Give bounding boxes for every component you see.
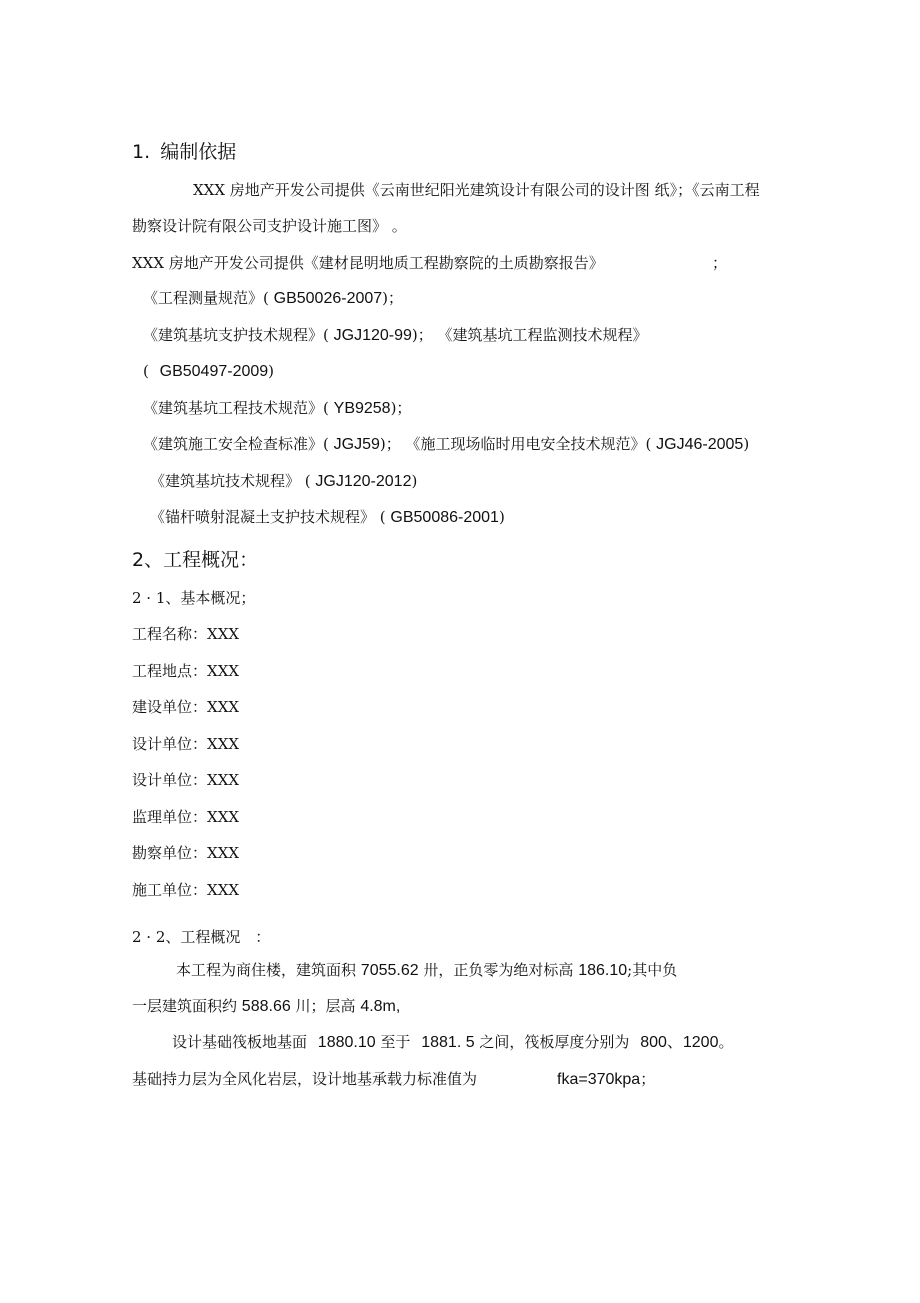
info-label: 施工单位：	[132, 881, 208, 899]
ref-tail-2: )	[743, 435, 750, 453]
info-label: 勘察单位：	[132, 844, 208, 862]
text-segment: 至于	[380, 1033, 411, 1051]
text-segment: ；	[640, 1070, 656, 1088]
text-segment: 之间，筏板厚度分别为	[479, 1033, 630, 1051]
para2-end: ；	[712, 254, 728, 272]
ref-title: 《建筑基坑支护技术规程》(	[143, 326, 329, 344]
info-label: 工程地点：	[132, 662, 208, 680]
info-value: XXX	[207, 881, 240, 899]
info-row	[132, 664, 239, 679]
info-value: XXX	[207, 844, 240, 862]
info-row	[132, 846, 239, 861]
ref-code: JGJ120-2012	[315, 473, 412, 490]
ref-tail: )； 《建筑基坑工程监测技术规程》	[411, 326, 648, 344]
ref-item	[143, 401, 411, 417]
para1-line1: XXX 房地产开发公司提供《云南世纪阳光建筑设计有限公司的设计图 纸》；《云南工程	[193, 181, 760, 199]
heading-text: 编制依据	[160, 141, 237, 163]
subsection-colon: ：	[255, 928, 271, 946]
para2: XXX 房地产开发公司提供《建材昆明地质工程勘察院的土质勘察报告》	[132, 254, 604, 272]
info-row	[132, 737, 239, 752]
basement-area: 588.66	[241, 998, 291, 1015]
ref-tail: )； 《施工现场临时用电安全技术规范》(	[379, 435, 652, 453]
text-segment: 卅，正负零为绝对标高	[423, 961, 574, 979]
ref-item	[143, 437, 749, 453]
elevation: 186.10	[578, 962, 628, 979]
info-value: XXX	[207, 662, 240, 680]
raft-thickness: 800、1200	[640, 1034, 719, 1051]
building-area: 7055.62	[360, 962, 419, 979]
ref-item	[143, 328, 648, 344]
ref-tail: )	[411, 472, 418, 490]
para1-line2: 勘察设计院有限公司支护设计施工图》 。	[132, 217, 407, 235]
ref-item	[150, 474, 417, 490]
info-value: XXX	[207, 625, 240, 643]
text-segment: 设计基础筏板地基面	[172, 1033, 308, 1051]
overview-line-1	[176, 963, 677, 979]
ref-item	[143, 291, 403, 307]
ref-tail: )；	[390, 399, 412, 417]
info-value: XXX	[207, 698, 240, 716]
ref-code-2: JGJ46-2005	[656, 436, 744, 453]
ref-code: YB9258	[333, 400, 391, 417]
ref-title: 《建筑基坑技术规程》 (	[150, 472, 311, 490]
ref-title: 《锚杆喷射混凝土支护技术规程》 (	[150, 508, 386, 526]
raft-level-low: 1880.10	[317, 1034, 376, 1051]
overview-line-2	[132, 999, 400, 1015]
info-row	[132, 810, 239, 825]
info-label: 设计单位：	[132, 735, 208, 753]
text-segment: 本工程为商住楼，建筑面积	[176, 961, 357, 979]
ref-tail: )	[498, 508, 505, 526]
info-value: XXX	[207, 771, 240, 789]
ref-code: GB50497-2009	[159, 363, 269, 380]
overview-line-3	[172, 1035, 734, 1051]
bearing-capacity	[557, 1072, 655, 1088]
heading-number: 1.	[132, 141, 151, 163]
ref-title: 《建筑基坑工程技术规范》(	[143, 399, 329, 417]
fka-value: fka=370kpa	[557, 1071, 641, 1088]
info-label: 建设单位：	[132, 698, 208, 716]
ref-title: 《工程测量规范》(	[143, 289, 269, 307]
subsection-title: 2 · 2、工程概况	[132, 928, 241, 946]
info-row	[132, 773, 239, 788]
ref-tail: )	[268, 362, 275, 380]
info-row	[132, 700, 239, 715]
ref-tail: )；	[382, 289, 404, 307]
info-row	[132, 627, 239, 642]
ref-code: JGJ59	[333, 436, 380, 453]
floor-height: 4.8m	[360, 998, 396, 1015]
info-value: XXX	[207, 808, 240, 826]
ref-title: 《建筑施工安全检查标准》(	[143, 435, 329, 453]
text-segment: 川；层高	[295, 997, 356, 1015]
ref-item	[143, 364, 274, 380]
text-segment: ;其中负	[627, 961, 678, 979]
overview-line-4: 基础持力层为全风化岩层，设计地基承载力标准值为	[132, 1070, 478, 1088]
info-label: 监理单位：	[132, 808, 208, 826]
ref-item	[150, 510, 505, 526]
info-label: 工程名称：	[132, 625, 208, 643]
ref-code: GB50026-2007	[273, 290, 383, 307]
section-2-heading: 2、工程概况：	[132, 549, 259, 571]
text-segment: 一层建筑面积约	[132, 997, 238, 1015]
info-label: 设计单位：	[132, 771, 208, 789]
info-row	[132, 883, 239, 898]
info-value: XXX	[207, 735, 240, 753]
section-1-heading	[132, 143, 236, 162]
subsection-2-1: 2 · 1、基本概况；	[132, 589, 256, 607]
text-segment: 。	[718, 1033, 734, 1051]
raft-level-high: 1881. 5	[421, 1034, 475, 1051]
ref-title: (	[143, 362, 149, 380]
subsection-2-2	[132, 930, 270, 945]
ref-code: JGJ120-99	[333, 327, 412, 344]
text-segment: ,	[395, 998, 401, 1015]
ref-code: GB50086-2001	[390, 509, 499, 526]
